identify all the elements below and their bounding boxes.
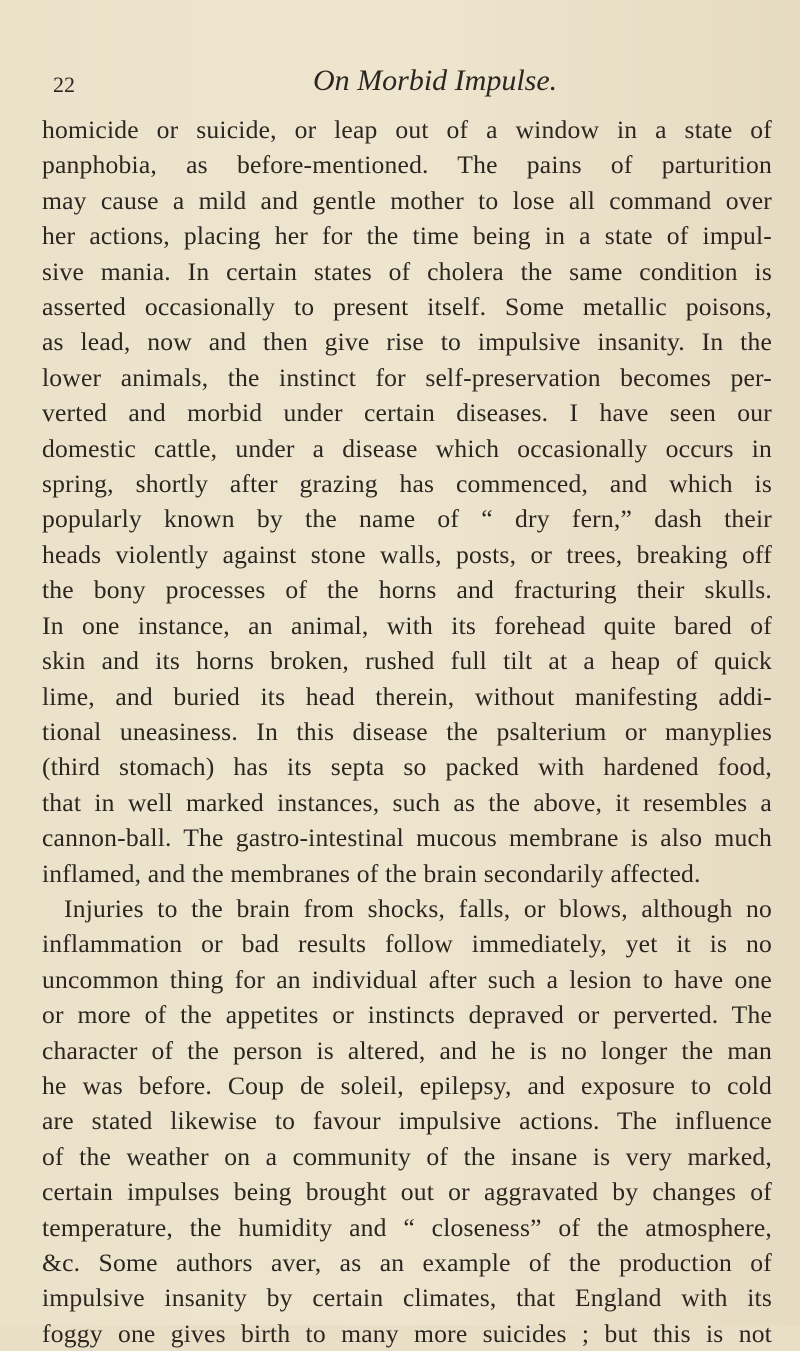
text-line: spring, shortly after grazing has commenced, and which is (42, 469, 772, 499)
text-line: asserted occasionally to present itself. Some metallic poisons, (42, 292, 772, 322)
text-line: her actions, placing her for the time being in a state of impul- (42, 221, 772, 251)
text-line: of the weather on a community of the insane is very marked, (42, 1141, 772, 1171)
text-line: inflamed, and the membranes of the brain secondarily affected. (42, 858, 701, 888)
text-line: inflammation or bad results follow immediately, yet it is no (42, 929, 772, 959)
text-line: lime, and buried its head therein, without manifesting addi- (42, 681, 772, 711)
text-line: verted and morbid under certain diseases. I have seen our (42, 398, 772, 428)
body-text (42, 112, 772, 1351)
text-line: sive mania. In certain states of cholera the same condition is (42, 256, 772, 286)
text-line: impulsive insanity by certain climates, that England with its (42, 1283, 772, 1313)
text-line: as lead, now and then give rise to impulsive insanity. In the (42, 327, 772, 357)
text-line: Injuries to the brain from shocks, falls, or blows, although no (64, 893, 772, 923)
text-line: In one instance, an animal, with its forehead quite bared of (42, 610, 772, 640)
text-line: popularly known by the name of “ dry fern,” dash their (42, 504, 772, 534)
text-line: the bony processes of the horns and fracturing their skulls. (42, 575, 772, 605)
text-line: certain impulses being brought out or aggravated by changes of (42, 1177, 772, 1207)
text-line: character of the person is altered, and he is no longer the man (42, 1035, 772, 1065)
text-line: uncommon thing for an individual after such a lesion to have one (42, 964, 772, 994)
text-line: he was before. Coup de soleil, epilepsy, and exposure to cold (42, 1070, 772, 1100)
running-head (53, 60, 760, 100)
page-number: 22 (53, 72, 75, 97)
text-line: tional uneasiness. In this disease the psalterium or manyplies (42, 716, 772, 746)
text-line: skin and its horns broken, rushed full tilt at a heap of quick (42, 646, 772, 676)
text-line: or more of the appetites or instincts depraved or perverted. The (42, 1000, 772, 1030)
text-line: lower animals, the instinct for self-preservation becomes per- (42, 362, 772, 392)
text-line: panphobia, as before-mentioned. The pains of parturition (42, 150, 772, 180)
text-line: foggy one gives birth to many more suicides ; but this is not (42, 1318, 772, 1348)
text-line: (third stomach) has its septa so packed with hardened food, (42, 752, 772, 782)
paragraph-1 (42, 112, 772, 891)
text-line: that in well marked instances, such as the above, it resembles a (42, 787, 772, 817)
text-line: &c. Some authors aver, as an example of the production of (42, 1248, 772, 1277)
text-line: heads violently against stone walls, posts, or trees, breaking off (42, 539, 772, 569)
text-line: domestic cattle, under a disease which occasionally occurs in (42, 433, 772, 463)
text-line: are stated likewise to favour impulsive actions. The influence (42, 1106, 772, 1136)
text-line: homicide or suicide, or leap out of a window in a state of (42, 115, 772, 144)
running-title: On Morbid Impulse. (313, 64, 558, 97)
paragraph-2 (42, 891, 772, 1351)
text-line: may cause a mild and gentle mother to lose all command over (42, 185, 772, 215)
text-line: cannon-ball. The gastro-intestinal mucous membrane is also much (42, 823, 772, 853)
text-line: temperature, the humidity and “ closeness” of the atmosphere, (42, 1212, 772, 1242)
